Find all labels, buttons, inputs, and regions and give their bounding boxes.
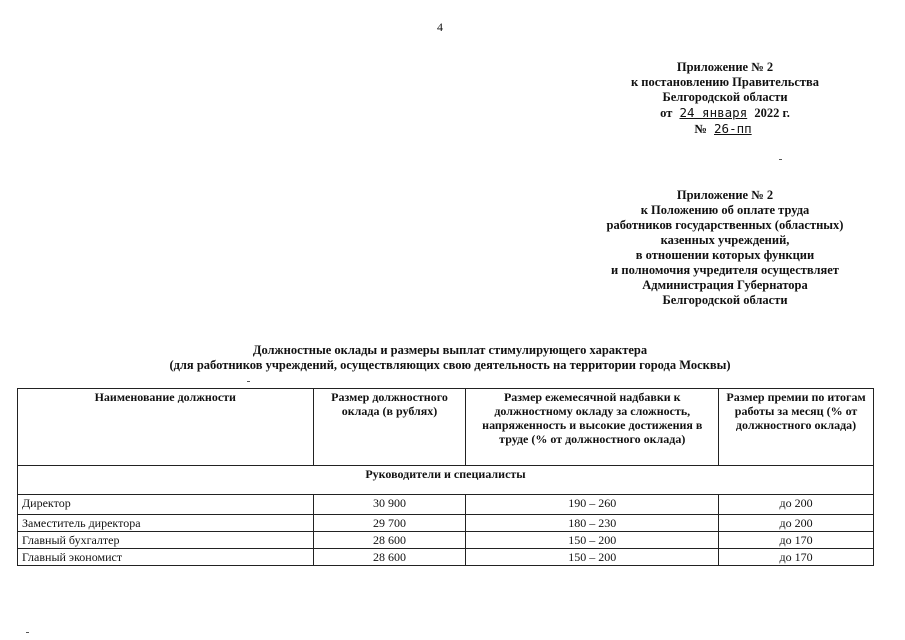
table-row [18,515,874,532]
cell-bonus: до 200 [719,515,874,532]
handwritten-date: 24 января [679,105,748,120]
date-prefix: от [660,106,673,120]
appendix-region-line: Белгородской области [662,90,788,104]
table-row [18,549,874,566]
section-row [18,466,874,495]
cell-salary: 28 600 [313,549,466,566]
cell-allowance: 190 – 260 [466,495,719,515]
appendix2-line: работников государственных (областных) [606,218,844,232]
appendix-ref-line: к постановлению Правительства [630,75,820,89]
scan-speck [26,632,29,633]
date-year: 2022 г. [754,106,790,120]
cell-position: Главный экономист [18,549,314,566]
page-number: 4 [437,20,443,34]
cell-allowance: 150 – 200 [466,532,719,549]
document-title [60,343,840,373]
cell-bonus: до 170 [719,549,874,566]
table-row [18,532,874,549]
appendix2-line: казенных учреждений, [660,233,790,247]
appendix-regulation-block [560,188,890,308]
cell-allowance: 150 – 200 [466,549,719,566]
cell-bonus: до 200 [719,495,874,515]
header-allowance: Размер ежемесячной надбавки к должностному окладу за сложность, напряженность и высокие достижения в труде (% от должностного оклада) [466,389,719,466]
title-line-1: Должностные оклады и размеры выплат стимулирующего характера [252,343,648,357]
cell-position: Директор [18,495,314,515]
cell-position: Заместитель директора [18,515,314,532]
header-position: Наименование должности [18,389,314,466]
cell-salary: 28 600 [313,532,466,549]
scan-speck [779,159,782,160]
appendix2-line: Приложение № 2 [676,188,774,202]
cell-bonus: до 170 [719,532,874,549]
scan-speck [247,381,250,382]
appendix2-line: и полномочия учредителя осуществляет [611,263,839,277]
handwritten-number: 26-пп [714,121,752,136]
header-bonus: Размер премии по итогам работы за месяц (% от должностного оклада) [719,389,874,466]
number-prefix: № [694,122,707,136]
header-salary: Размер должностного оклада (в рублях) [313,389,466,466]
appendix-resolution-block [580,60,870,137]
cell-salary: 29 700 [313,515,466,532]
appendix-number-line [580,121,870,137]
section-title: Руководители и специалисты [18,466,874,495]
appendix-title: Приложение № 2 [676,60,774,74]
appendix2-line: Администрация Губернатора [642,278,808,292]
appendix2-line: в отношении которых функции [635,248,815,262]
cell-position: Главный бухгалтер [18,532,314,549]
cell-allowance: 180 – 230 [466,515,719,532]
title-line-2: (для работников учреждений, осуществляющих свою деятельность на территории города Москвы) [169,358,731,372]
cell-salary: 30 900 [313,495,466,515]
table-header-row [18,389,874,466]
table-row [18,495,874,515]
appendix2-line: Белгородской области [662,293,788,307]
salary-table [17,388,874,566]
appendix-date-line [580,105,870,121]
appendix2-line: к Положению об оплате труда [640,203,810,217]
